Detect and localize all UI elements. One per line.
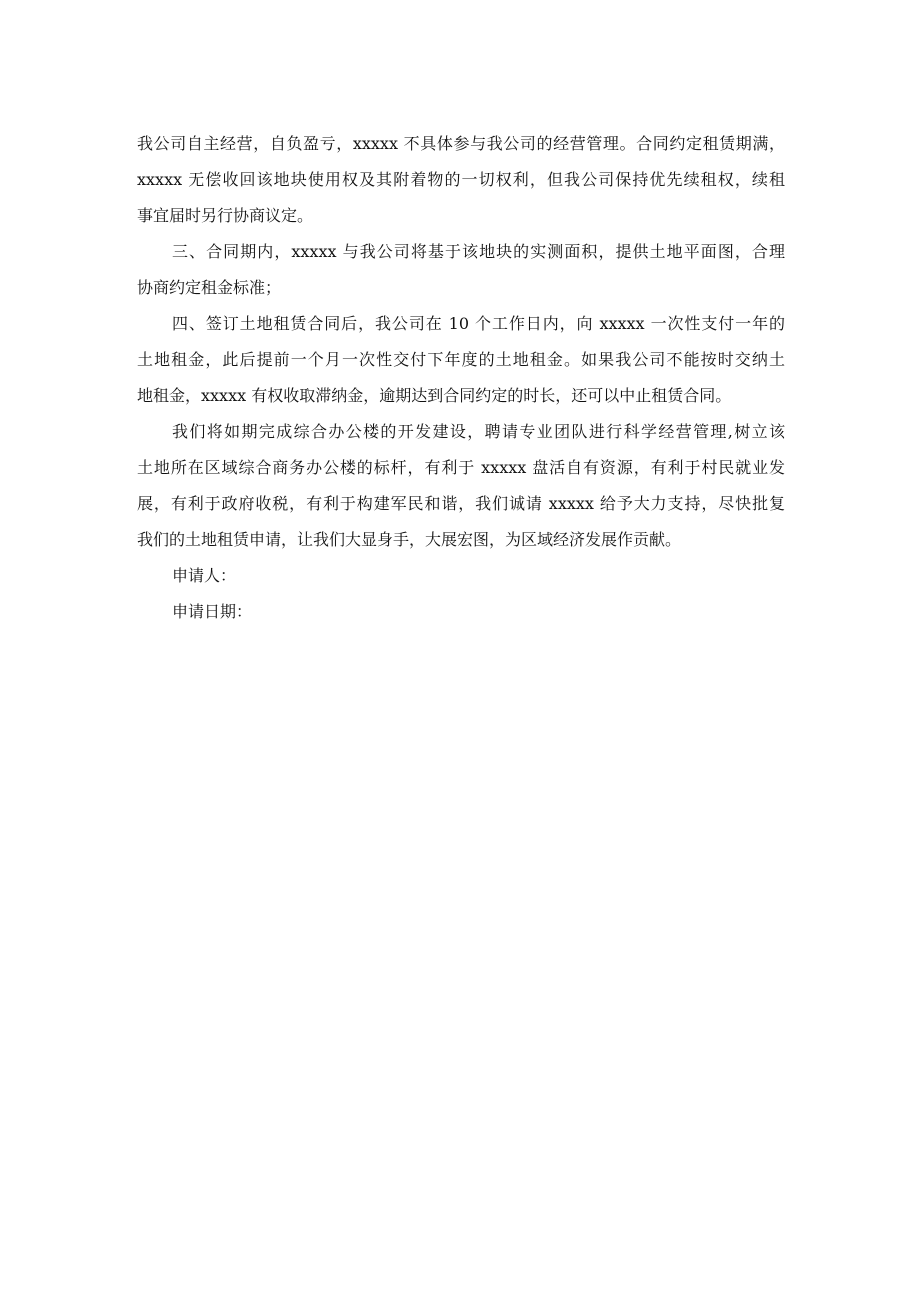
text-line: 我们的土地租赁申请，让我们大显身手，大展宏图，为区域经济发展作贡献。 [137,530,682,549]
paragraph-lease-terms [137,126,785,234]
document-page [137,126,785,630]
text-line: 土地租金，此后提前一个月一次性交付下年度的土地租金。如果我公司不能按时交纳土 [137,350,785,369]
paragraph-clause-three [137,234,785,306]
text-line: 地租金，xxxxx 有权收取滞纳金，逾期达到合同约定的时长，还可以中止租赁合同。 [137,386,732,405]
text-line: 展，有利于政府收税，有利于构建军民和谐，我们诚请 xxxxx 给予大力支持，尽快批复 [137,494,785,513]
paragraph-closing-request [137,414,785,558]
applicant-label: 申请人： [172,566,237,585]
paragraph-clause-four [137,306,785,414]
text-line: 协商约定租金标准； [137,278,282,297]
text-line: 我们将如期完成综合办公楼的开发建设，聘请专业团队进行科学经营管理,树立该 [172,422,785,441]
text-line: 我公司自主经营，自负盈亏，xxxxx 不具体参与我公司的经营管理。合同约定租赁期满， [137,134,785,153]
text-line: 土地所在区域综合商务办公楼的标杆，有利于 xxxxx 盘活自有资源，有利于村民就业发 [137,458,785,477]
text-line: 三、合同期内，xxxxx 与我公司将基于该地块的实测面积，提供土地平面图，合理 [172,242,785,261]
text-line: xxxxx 无偿收回该地块使用权及其附着物的一切权利，但我公司保持优先续租权，续租 [137,170,785,189]
application-date-label: 申请日期： [172,602,253,621]
text-line: 事宜届时另行协商议定。 [137,206,314,225]
text-line: 四、签订土地租赁合同后，我公司在 10 个工作日内，向 xxxxx 一次性支付一年的 [172,314,785,333]
